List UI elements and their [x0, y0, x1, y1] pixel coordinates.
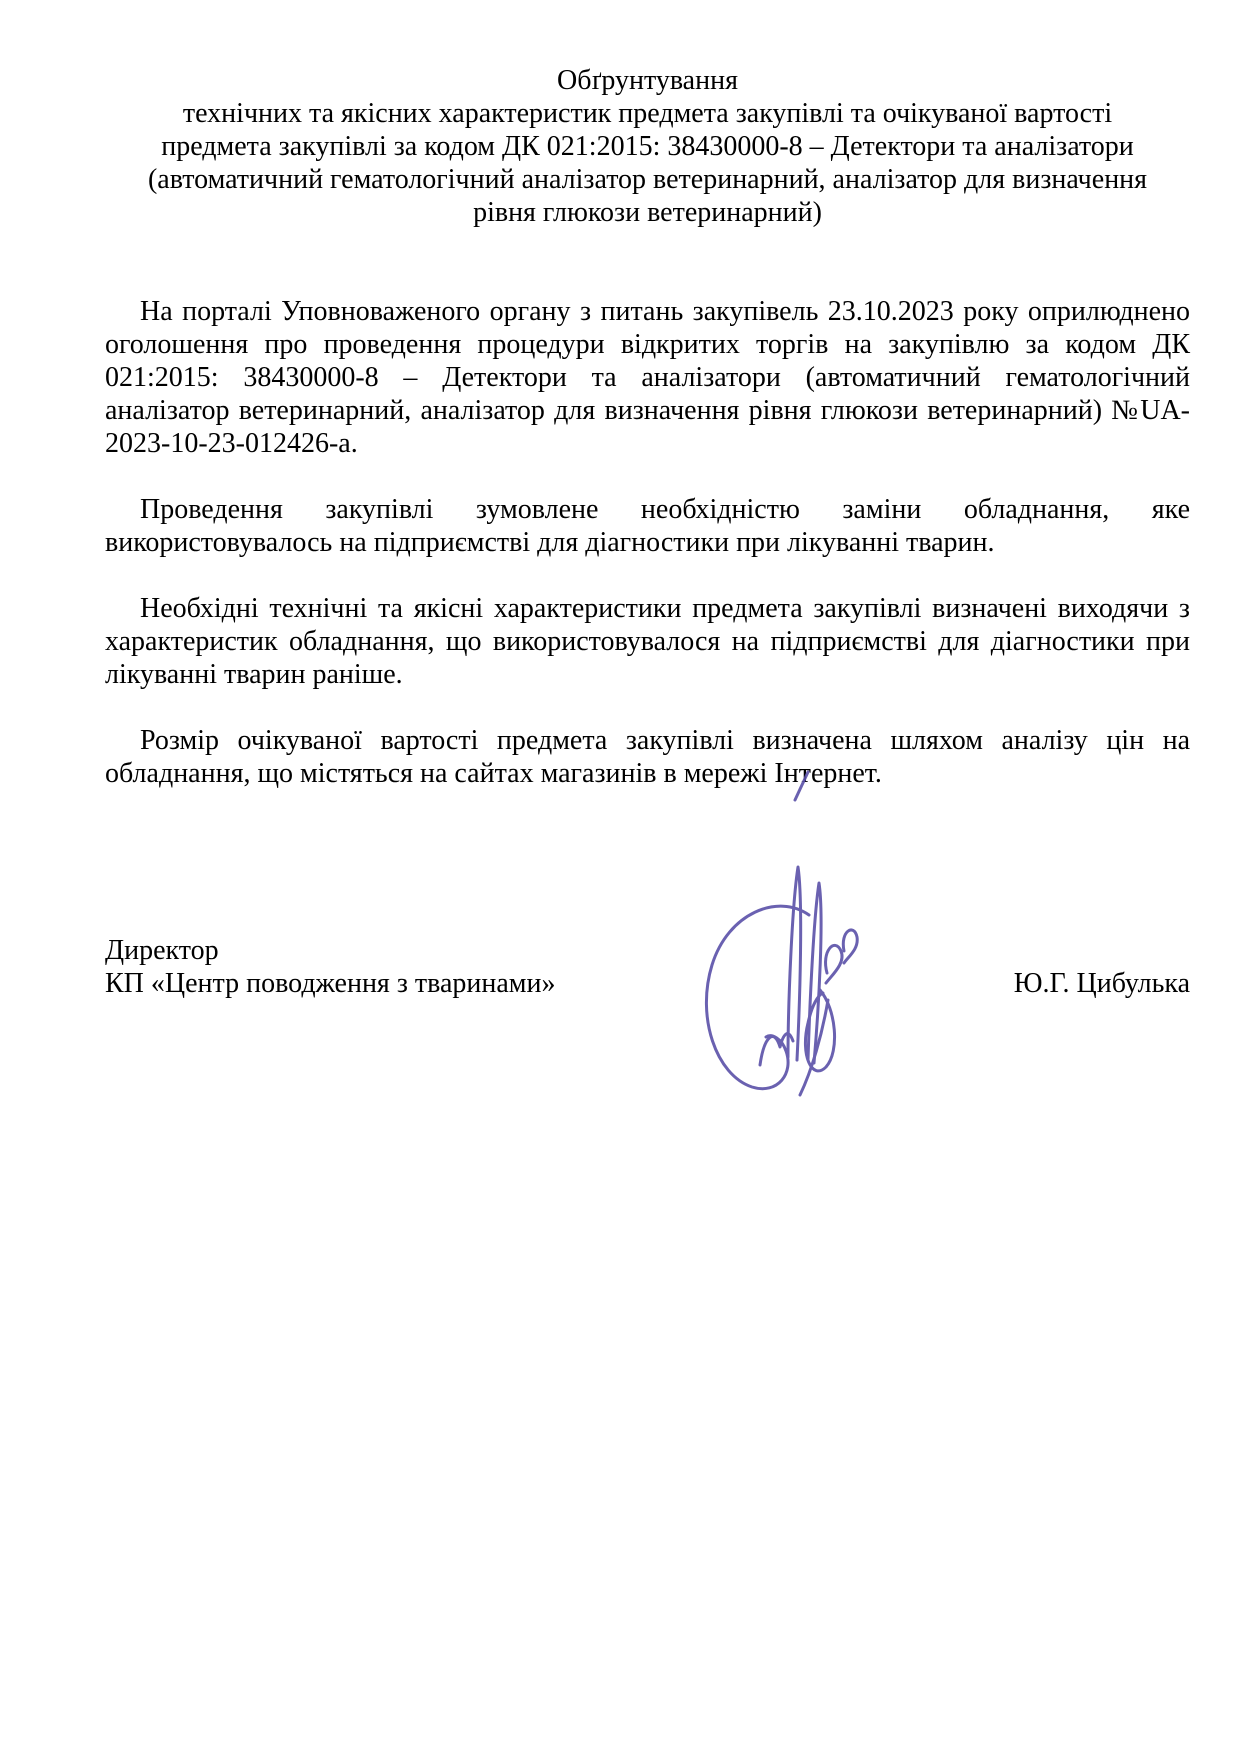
paragraph-procurement-reason: Проведення закупівлі зумовлене необхідністю заміни обладнання, яке використовувалось на підприємстві для діагностики при лікуванні тварин.	[105, 494, 1190, 558]
signoff-role-line2: КП «Центр поводження з тваринами»	[105, 968, 556, 999]
signoff-role-line1: Директор	[105, 935, 219, 966]
title-line-2: технічних та якісних характеристик предмета закупівлі та очікуваної вартості	[182, 98, 1113, 129]
document-content	[105, 64, 1190, 1000]
paragraph-announcement: На порталі Уповноваженого органу з питань закупівель 23.10.2023 року оприлюднено оголошення про проведення процедури відкритих торгів на закупівлю за кодом ДК 021:2015: 38430000-8 – Детектори та аналізатори (автоматичний гематологічний аналізатор ветеринарний, аналізатор для визначення рівня глюкози ветеринарний) №UA-2023-10-23-012426-а.	[105, 296, 1190, 459]
title-line-3: предмета закупівлі за кодом ДК 021:2015: 38430000-8 – Детектори та аналізатори	[161, 131, 1134, 162]
signoff-name: Ю.Г. Цибулька	[1013, 968, 1190, 999]
title-line-5: рівня глюкози ветеринарний)	[473, 197, 822, 228]
title-line-4: (автоматичний гематологічний аналізатор ветеринарний, аналізатор для визначення	[147, 164, 1148, 195]
signoff-row	[105, 934, 1190, 1000]
document-title	[105, 64, 1190, 229]
paragraph-technical-characteristics: Необхідні технічні та якісні характеристики предмета закупівлі визначені виходячи з характеристик обладнання, що використовувалося на підприємстві для діагностики при лікуванні тварин раніше.	[105, 593, 1190, 690]
signoff-role-block	[105, 934, 556, 1000]
paragraph-expected-value: Розмір очікуваної вартості предмета закупівлі визначена шляхом аналізу цін на обладнання, що містяться на сайтах магазинів в мережі Інтернет.	[105, 725, 1190, 789]
title-line-1: Обґрунтування	[557, 65, 738, 96]
